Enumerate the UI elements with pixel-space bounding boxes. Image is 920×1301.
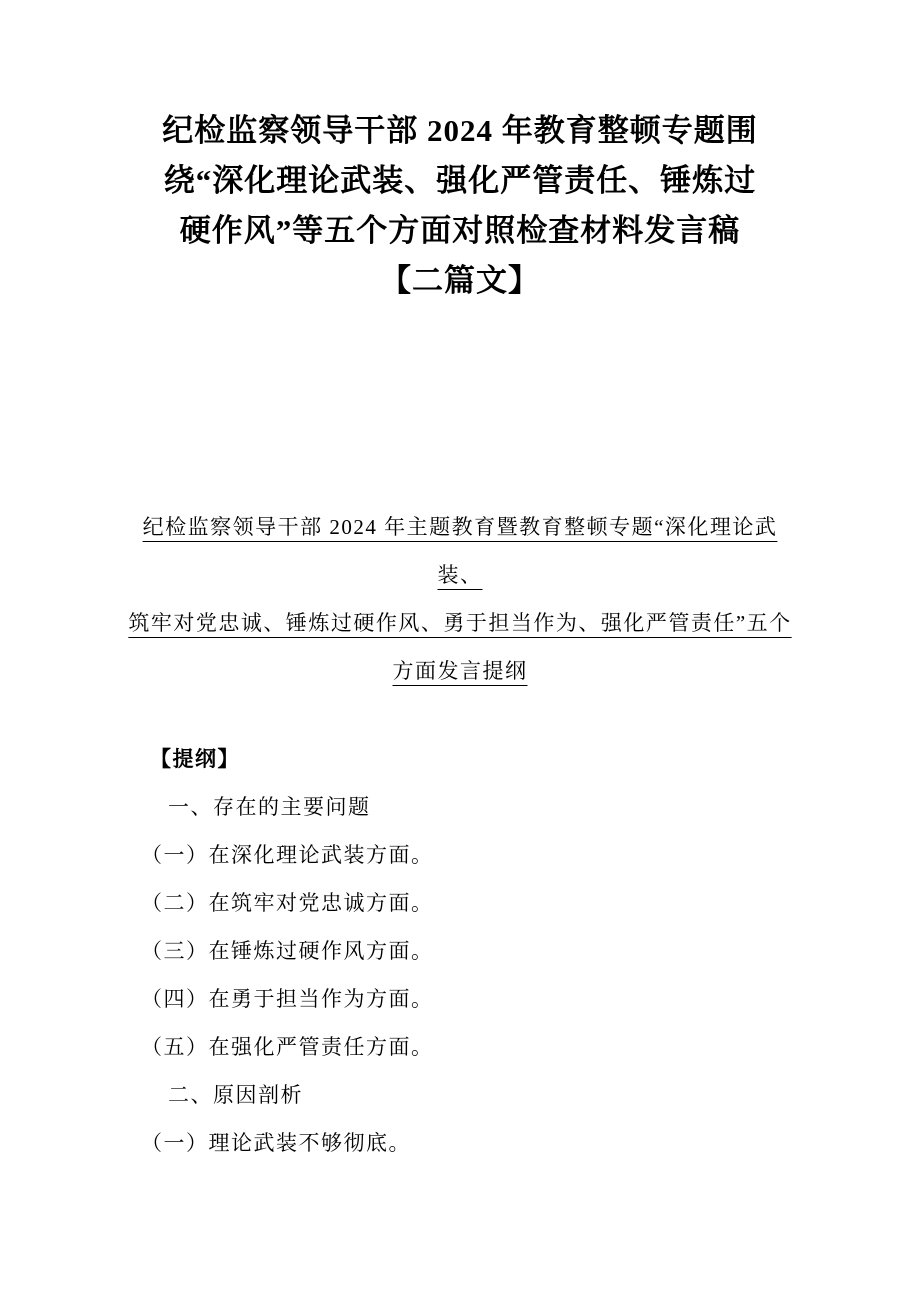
title-line-3: 硬作风”等五个方面对照检查材料发言稿 <box>179 213 741 248</box>
title-line-4: 【二篇文】 <box>380 263 540 298</box>
subtitle-line-2: 装、 <box>437 563 483 587</box>
outline-item: （五）在强化严管责任方面。 <box>141 1035 434 1059</box>
page-title <box>0 0 920 306</box>
title-line-1: 纪检监察领导干部 2024 年教育整顿专题围 <box>162 113 758 148</box>
outline-section <box>0 735 920 1167</box>
title-line-2: 绕“深化理论武装、强化严管责任、锤炼过 <box>163 163 757 198</box>
outline-item: （四）在勇于担当作为方面。 <box>141 987 434 1011</box>
subtitle-line-1: 纪检监察领导干部 2024 年主题教育暨教育整顿专题“深化理论武 <box>142 515 778 539</box>
outline-item-section-1: 一、存在的主要问题 <box>168 795 371 819</box>
outline-heading: 【提纲】 <box>150 747 240 771</box>
outline-item: （一）在深化理论武装方面。 <box>141 843 434 867</box>
outline-item: （一）理论武装不够彻底。 <box>141 1131 411 1155</box>
subtitle-line-4: 方面发言提纲 <box>392 659 528 683</box>
outline-item: （三）在锤炼过硬作风方面。 <box>141 939 434 963</box>
document-subtitle <box>0 503 920 695</box>
outline-item: （二）在筑牢对党忠诚方面。 <box>141 891 434 915</box>
outline-item-section-2: 二、原因剖析 <box>168 1083 303 1107</box>
subtitle-line-3: 筑牢对党忠诚、锤炼过硬作风、勇于担当作为、强化严管责任”五个 <box>128 611 792 635</box>
